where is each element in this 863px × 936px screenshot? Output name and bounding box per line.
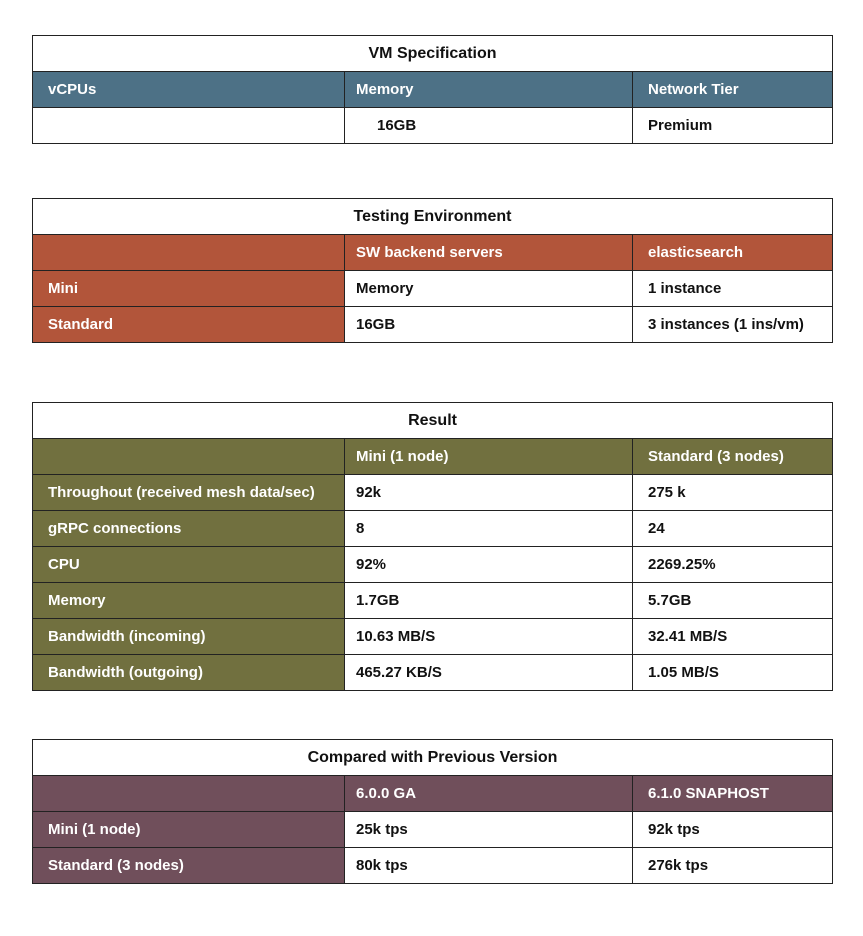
table-row xyxy=(33,108,833,144)
table-title: Testing Environment xyxy=(33,199,833,235)
row-label: Mini xyxy=(33,271,345,307)
header-cell: elasticsearch xyxy=(633,235,833,271)
table-cell: 80k tps xyxy=(345,848,633,884)
row-label: Standard xyxy=(33,307,345,343)
row-label: CPU xyxy=(33,547,345,583)
table-cell: 1.7GB xyxy=(345,583,633,619)
table-row xyxy=(33,307,833,343)
table-cell: 24 xyxy=(633,511,833,547)
table-row xyxy=(33,619,833,655)
comparison-table xyxy=(32,739,833,884)
header-row xyxy=(33,72,833,108)
table-cell: 32.41 MB/S xyxy=(633,619,833,655)
table-cell: 1 instance xyxy=(633,271,833,307)
table-title: Result xyxy=(33,403,833,439)
table-cell: 275 k xyxy=(633,475,833,511)
table-title: Compared with Previous Version xyxy=(33,740,833,776)
header-cell xyxy=(33,439,345,475)
table-title: VM Specification xyxy=(33,36,833,72)
header-cell: 6.1.0 SNAPHOST xyxy=(633,776,833,812)
table-row xyxy=(33,812,833,848)
row-label: Mini (1 node) xyxy=(33,812,345,848)
table-cell: Premium xyxy=(633,108,833,144)
table-cell: 92k xyxy=(345,475,633,511)
row-label: Bandwidth (outgoing) xyxy=(33,655,345,691)
table-cell: 1.05 MB/S xyxy=(633,655,833,691)
row-label: gRPC connections xyxy=(33,511,345,547)
row-label: Throughout (received mesh data/sec) xyxy=(33,475,345,511)
header-cell xyxy=(33,776,345,812)
table-cell: 92% xyxy=(345,547,633,583)
table-cell: 5.7GB xyxy=(633,583,833,619)
table-cell: 8 xyxy=(345,511,633,547)
table-row xyxy=(33,583,833,619)
result-table xyxy=(32,402,833,691)
header-cell: Standard (3 nodes) xyxy=(633,439,833,475)
table-row xyxy=(33,475,833,511)
header-row xyxy=(33,439,833,475)
table-cell xyxy=(33,108,345,144)
table-cell: 16GB xyxy=(345,108,633,144)
table-cell: 3 instances (1 ins/vm) xyxy=(633,307,833,343)
header-cell: Mini (1 node) xyxy=(345,439,633,475)
table-row xyxy=(33,655,833,691)
header-row xyxy=(33,776,833,812)
table-row xyxy=(33,511,833,547)
row-label: Standard (3 nodes) xyxy=(33,848,345,884)
vm-specification-table xyxy=(32,35,833,144)
table-cell: 276k tps xyxy=(633,848,833,884)
row-label: Bandwidth (incoming) xyxy=(33,619,345,655)
table-row xyxy=(33,848,833,884)
table-cell: 25k tps xyxy=(345,812,633,848)
header-row xyxy=(33,235,833,271)
header-cell: Network Tier xyxy=(633,72,833,108)
table-cell: 16GB xyxy=(345,307,633,343)
table-cell: Memory xyxy=(345,271,633,307)
table-cell: 92k tps xyxy=(633,812,833,848)
header-cell: Memory xyxy=(345,72,633,108)
header-cell: 6.0.0 GA xyxy=(345,776,633,812)
table-row xyxy=(33,547,833,583)
header-cell: SW backend servers xyxy=(345,235,633,271)
row-label: Memory xyxy=(33,583,345,619)
testing-environment-table xyxy=(32,198,833,343)
header-cell: vCPUs xyxy=(33,72,345,108)
table-row xyxy=(33,271,833,307)
table-cell: 465.27 KB/S xyxy=(345,655,633,691)
header-cell xyxy=(33,235,345,271)
table-cell: 2269.25% xyxy=(633,547,833,583)
table-cell: 10.63 MB/S xyxy=(345,619,633,655)
